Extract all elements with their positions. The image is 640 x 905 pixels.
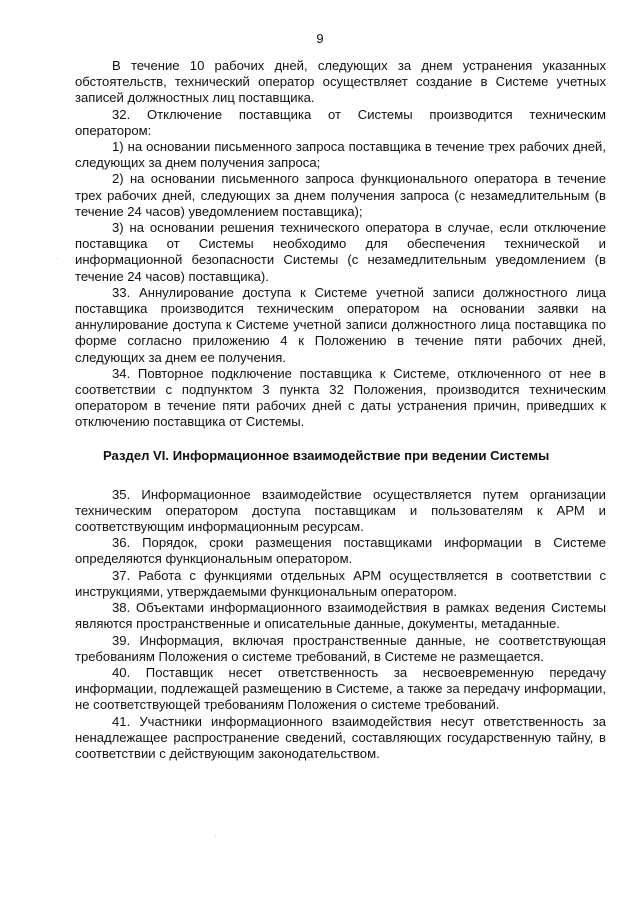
paragraph-40: 40. Поставщик несет ответственность за несвоевременную передачу информации, подлежащей размещению в Системе, а также за передачу информации, не соответствующей требованиям Положения о системе требований. <box>75 664 606 713</box>
paragraph-38: 38. Объектами информационного взаимодействия в рамках ведения Системы являются пространственные и описательные данные, документы, метаданные. <box>75 600 606 632</box>
paragraph-34: 34. Повторное подключение поставщика к Системе, отключенного от нее в соответствии с подпунктом 3 пункта 32 Положения, производится техническим оператором в течение пяти рабочих дней с даты устранения причин, приведших к отключению поставщика от Системы. <box>75 365 606 430</box>
paragraph-32-item-2: 2) на основании письменного запроса функционального оператора в течение трех рабочих дней, следующих за днем получения запроса (с незамедлительным (в течение 24 часов) уведомлением поставщика); <box>75 171 606 219</box>
paragraph-39: 39. Информация, включая пространственные данные, не соответствующая требованиям Положения о системе требований, в Системе не размещается. <box>75 632 606 664</box>
paragraph-35: 35. Информационное взаимодействие осуществляется путем организации техническим оператором доступа поставщикам и пользователям к АРМ и соответствующим информационным ресурсам. <box>75 486 606 535</box>
paragraph-32-item-1: 1) на основании письменного запроса поставщика в течение трех рабочих дней, следующих за днем получения запроса; <box>75 139 606 171</box>
paragraph-33: 33. Аннулирование доступа к Системе учетной записи должностного лица поставщика производится техническим оператором на основании заявки на аннулирование доступа к Системе учетной записи должностного лица поставщика по форме согласно приложению 4 к Положению в течение пяти рабочих дней, следующих за днем ее получения. <box>75 284 606 365</box>
paragraph-36: 36. Порядок, сроки размещения поставщиками информации в Системе определяются функциональным оператором. <box>75 535 606 567</box>
paragraph-32-item-3: 3) на основании решения технического оператора в случае, если отключение поставщика от Системы необходимо для обеспечения технической и информационной безопасности Системы (с незамедлительным уведомлением (в течение 24 часов) поставщика). <box>75 220 606 284</box>
scan-speck <box>57 258 58 259</box>
section-heading: Раздел VI. Информационное взаимодействие при ведении Системы <box>103 447 550 463</box>
page-number: 9 <box>316 31 324 46</box>
paragraph-32: 32. Отключение поставщика от Системы производится техническим оператором: <box>75 106 606 138</box>
paragraph-37: 37. Работа с функциями отдельных АРМ осуществляется в соответствии с инструкциями, утверждаемыми функциональным оператором. <box>75 567 606 599</box>
scan-speck <box>215 836 216 837</box>
paragraph-41: 41. Участники информационного взаимодействия несут ответственность за ненадлежащее распространение сведений, составляющих государственную тайну, в соответствии с действующим законодательством. <box>75 713 606 761</box>
document-body <box>75 58 606 762</box>
paragraph-intro: В течение 10 рабочих дней, следующих за днем устранения указанных обстоятельств, технический оператор осуществляет создание в Системе учетных записей должностных лиц поставщика. <box>75 58 606 106</box>
